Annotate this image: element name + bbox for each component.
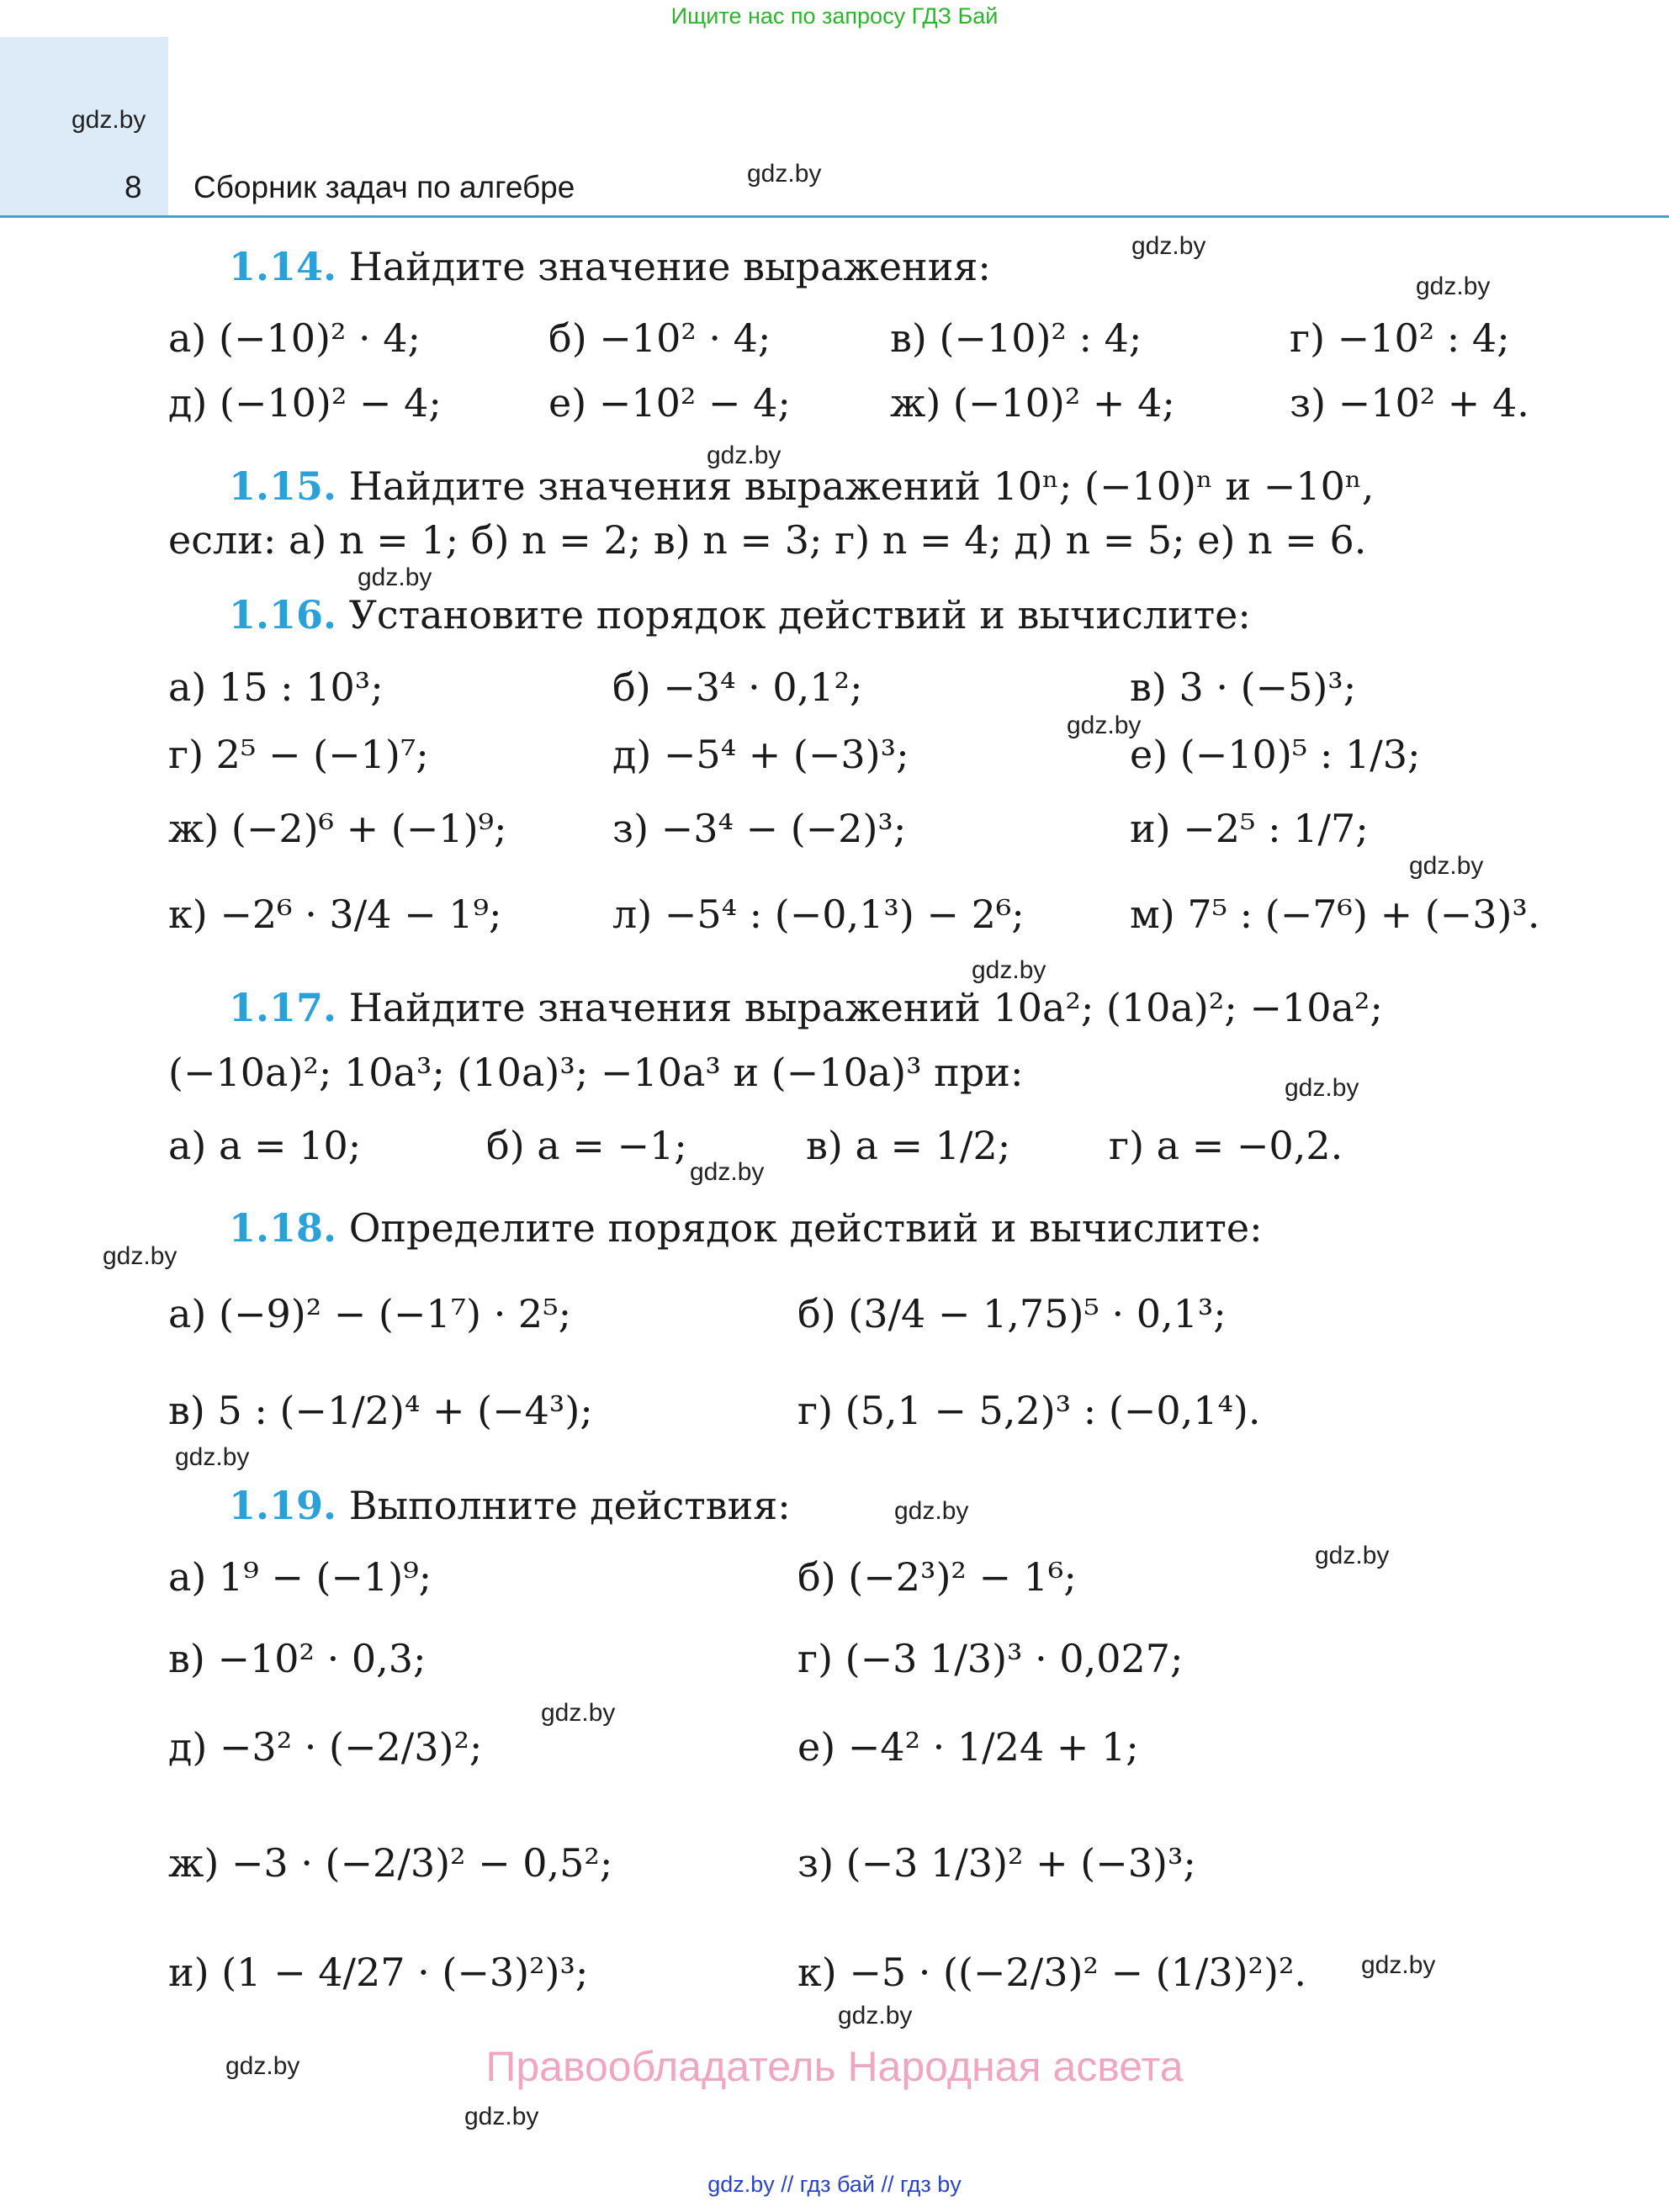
exercise-number: 1.19. <box>229 1483 337 1528</box>
header-rule <box>0 215 1669 218</box>
exercise-title: Найдите значение выражения: <box>348 244 991 289</box>
watermark: gdz.by <box>1131 232 1206 260</box>
exercise-item: д) −5⁴ + (−3)³; <box>612 732 909 777</box>
exercise-item: а) 1⁹ − (−1)⁹; <box>168 1554 432 1600</box>
exercise-item: м) 7⁵ : (−7⁶) + (−3)³. <box>1130 892 1540 937</box>
exercise-item: а) (−10)² · 4; <box>168 315 421 361</box>
exercise-title: Установите порядок действий и вычислите: <box>348 592 1251 638</box>
footer-links: gdz.by // гдз бай // гдз by <box>707 2172 962 2197</box>
exercise-item: а) a = 10; <box>168 1123 362 1168</box>
exercise-item: д) −3² · (−2/3)²; <box>168 1724 483 1770</box>
exercise-item: г) (−3 1/3)³ · 0,027; <box>797 1636 1184 1681</box>
exercise-item: в) −10² · 0,3; <box>168 1636 427 1681</box>
watermark: gdz.by <box>1409 852 1484 880</box>
exercise-item: е) −10² − 4; <box>548 380 791 426</box>
exercise-item: б) a = −1; <box>486 1123 687 1168</box>
exercise-title: Найдите значения выражений 10a²; (10a)²; −10a²; <box>348 985 1383 1030</box>
exercise-item: ж) −3 · (−2/3)² − 0,5²; <box>168 1840 613 1886</box>
watermark: gdz.by <box>225 2052 300 2080</box>
exercise-item: г) −10² : 4; <box>1290 315 1510 361</box>
exercise-item: е) (−10)⁵ : 1/3; <box>1130 732 1421 777</box>
exercise-item: ж) (−2)⁶ + (−1)⁹; <box>168 806 507 851</box>
exercise-item: д) (−10)² − 4; <box>168 380 442 426</box>
exercise-1-15-heading <box>229 463 1374 510</box>
watermark: gdz.by <box>358 564 432 591</box>
exercise-item: г) (5,1 − 5,2)³ : (−0,1⁴). <box>797 1388 1261 1433</box>
watermark: gdz.by <box>541 1699 616 1727</box>
exercise-number: 1.14. <box>229 244 337 289</box>
watermark: gdz.by <box>175 1443 250 1471</box>
exercise-item: б) −3⁴ · 0,1²; <box>612 664 863 710</box>
watermark: gdz.by <box>72 106 146 134</box>
copyright-notice: Правообладатель Народная асвета <box>485 2043 1184 2090</box>
exercise-1-14-heading <box>229 243 991 290</box>
exercise-1-18-heading <box>229 1204 1263 1252</box>
watermark: gdz.by <box>972 956 1046 984</box>
exercise-item: и) (1 − 4/27 · (−3)²)³; <box>168 1950 589 1995</box>
watermark: gdz.by <box>690 1158 765 1186</box>
exercise-item: б) −10² · 4; <box>548 315 771 361</box>
exercise-item: б) (−2³)² − 1⁶; <box>797 1554 1077 1600</box>
exercise-title: Найдите значения выражений 10ⁿ; (−10)ⁿ и −10ⁿ, <box>348 463 1375 509</box>
exercise-item: ж) (−10)² + 4; <box>890 380 1175 426</box>
exercise-number: 1.15. <box>229 463 337 509</box>
watermark: gdz.by <box>1416 273 1491 300</box>
watermark: gdz.by <box>1361 1951 1436 1979</box>
exercise-item: е) −4² · 1/24 + 1; <box>797 1724 1139 1770</box>
exercise-number: 1.18. <box>229 1205 337 1251</box>
exercise-title: Определите порядок действий и вычислите: <box>348 1205 1263 1251</box>
watermark: gdz.by <box>894 1497 969 1525</box>
exercise-item: к) −2⁶ · 3/4 − 1⁹; <box>168 892 502 937</box>
exercise-item: б) (3/4 − 1,75)⁵ · 0,1³; <box>797 1291 1227 1336</box>
watermark: gdz.by <box>1315 1542 1390 1569</box>
exercise-item: в) 5 : (−1/2)⁴ + (−4³); <box>168 1388 593 1433</box>
exercise-item: в) 3 · (−5)³; <box>1130 664 1357 710</box>
exercise-title: Выполните действия: <box>348 1483 791 1528</box>
exercise-item: в) (−10)² : 4; <box>890 315 1142 361</box>
exercise-item: к) −5 · ((−2/3)² − (1/3)²)². <box>797 1950 1307 1995</box>
exercise-item: г) 2⁵ − (−1)⁷; <box>168 732 429 777</box>
top-banner: Ищите нас по запросу ГДЗ Бай <box>670 3 999 29</box>
exercise-1-19-heading <box>229 1482 791 1529</box>
watermark: gdz.by <box>464 2103 539 2130</box>
exercise-1-17-heading <box>229 984 1383 1031</box>
exercise-item: з) −10² + 4. <box>1290 380 1529 426</box>
exercise-number: 1.17. <box>229 985 337 1030</box>
exercise-item: а) (−9)² − (−1⁷) · 2⁵; <box>168 1291 572 1336</box>
watermark: gdz.by <box>1285 1074 1359 1102</box>
exercise-item: а) 15 : 10³; <box>168 664 384 710</box>
watermark: gdz.by <box>103 1242 177 1270</box>
exercise-item: л) −5⁴ : (−0,1³) − 2⁶; <box>612 892 1025 937</box>
exercise-1-16-heading <box>229 591 1251 638</box>
watermark: gdz.by <box>707 442 782 469</box>
book-title: Сборник задач по алгебре <box>193 170 575 204</box>
watermark: gdz.by <box>747 160 822 188</box>
exercise-item: в) a = 1/2; <box>806 1123 1011 1168</box>
exercise-number: 1.16. <box>229 592 337 638</box>
exercise-item: з) −3⁴ − (−2)³; <box>612 806 907 851</box>
exercise-item: з) (−3 1/3)² + (−3)³; <box>797 1840 1196 1886</box>
watermark: gdz.by <box>1067 712 1142 739</box>
exercise-item: г) a = −0,2. <box>1109 1123 1343 1168</box>
exercise-line: если: а) n = 1; б) n = 2; в) n = 3; г) n = 4; д) n = 5; е) n = 6. <box>168 517 1367 563</box>
exercise-line: (−10a)²; 10a³; (10a)³; −10a³ и (−10a)³ при: <box>168 1050 1024 1095</box>
exercise-item: и) −2⁵ : 1/7; <box>1130 806 1369 851</box>
watermark: gdz.by <box>838 2002 913 2029</box>
page-number: 8 <box>125 170 142 204</box>
